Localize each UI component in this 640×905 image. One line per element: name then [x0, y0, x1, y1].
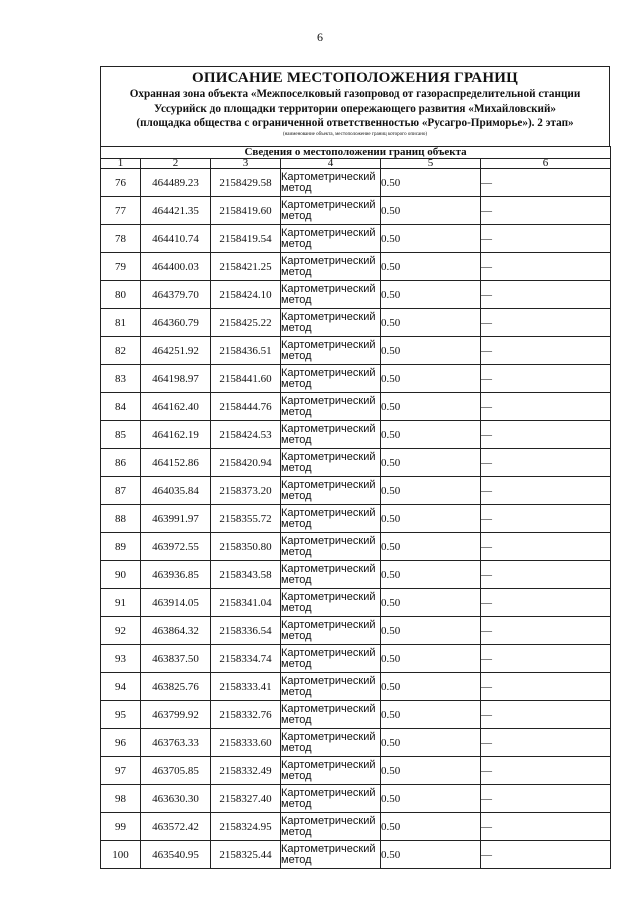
- point-number-cell: 91: [101, 589, 141, 617]
- description-cell: —: [481, 449, 611, 477]
- accuracy-cell: 0.50: [381, 813, 481, 841]
- point-number-cell: 98: [101, 785, 141, 813]
- point-number-cell: 100: [101, 841, 141, 869]
- point-number-cell: 88: [101, 505, 141, 533]
- coordinate-y-cell: 2158332.49: [211, 757, 281, 785]
- table-row: [101, 533, 611, 561]
- method-cell: Картометрический метод: [281, 253, 381, 281]
- coordinate-x-cell: 464251.92: [141, 337, 211, 365]
- coordinate-x-cell: 464379.70: [141, 281, 211, 309]
- description-cell: —: [481, 673, 611, 701]
- table-row: [101, 337, 611, 365]
- accuracy-cell: 0.50: [381, 281, 481, 309]
- object-description-line-3: (площадка общества с ограниченной ответственностью «Русагро-Приморье»). 2 этап»: [136, 117, 574, 129]
- accuracy-cell: 0.50: [381, 589, 481, 617]
- accuracy-cell: 0.50: [381, 561, 481, 589]
- coordinate-y-cell: 2158336.54: [211, 617, 281, 645]
- accuracy-cell: 0.50: [381, 645, 481, 673]
- coordinate-y-cell: 2158350.80: [211, 533, 281, 561]
- column-number-row: [101, 159, 611, 169]
- description-cell: —: [481, 337, 611, 365]
- coordinate-x-cell: 464162.19: [141, 421, 211, 449]
- point-number-cell: 82: [101, 337, 141, 365]
- point-number-cell: 97: [101, 757, 141, 785]
- description-cell: —: [481, 841, 611, 869]
- accuracy-cell: 0.50: [381, 841, 481, 869]
- table-row: [101, 813, 611, 841]
- point-number-cell: 77: [101, 197, 141, 225]
- coordinate-x-cell: 464400.03: [141, 253, 211, 281]
- coordinate-y-cell: 2158355.72: [211, 505, 281, 533]
- table-row: [101, 393, 611, 421]
- coordinate-y-cell: 2158333.60: [211, 729, 281, 757]
- method-cell: Картометрический метод: [281, 813, 381, 841]
- point-number-cell: 78: [101, 225, 141, 253]
- column-number: 5: [381, 159, 481, 169]
- accuracy-cell: 0.50: [381, 337, 481, 365]
- coordinate-x-cell: 463763.33: [141, 729, 211, 757]
- description-cell: —: [481, 813, 611, 841]
- method-cell: Картометрический метод: [281, 281, 381, 309]
- coordinate-x-cell: 463972.55: [141, 533, 211, 561]
- point-number-cell: 84: [101, 393, 141, 421]
- object-caption: (наименование объекта, местоположение границ которого описано): [282, 131, 428, 137]
- description-cell: —: [481, 281, 611, 309]
- coordinate-x-cell: 463572.42: [141, 813, 211, 841]
- method-cell: Картометрический метод: [281, 617, 381, 645]
- coordinate-x-cell: 463936.85: [141, 561, 211, 589]
- coordinate-x-cell: 463825.76: [141, 673, 211, 701]
- coordinate-x-cell: 464162.40: [141, 393, 211, 421]
- table-row: [101, 561, 611, 589]
- coordinate-x-cell: 463540.95: [141, 841, 211, 869]
- accuracy-cell: 0.50: [381, 701, 481, 729]
- point-number-cell: 76: [101, 169, 141, 197]
- point-number-cell: 86: [101, 449, 141, 477]
- method-cell: Картометрический метод: [281, 393, 381, 421]
- description-cell: —: [481, 477, 611, 505]
- accuracy-cell: 0.50: [381, 477, 481, 505]
- description-cell: —: [481, 309, 611, 337]
- point-number-cell: 87: [101, 477, 141, 505]
- coordinate-y-cell: 2158419.54: [211, 225, 281, 253]
- method-cell: Картометрический метод: [281, 729, 381, 757]
- accuracy-cell: 0.50: [381, 785, 481, 813]
- column-number: 1: [101, 159, 141, 169]
- method-cell: Картометрический метод: [281, 561, 381, 589]
- accuracy-cell: 0.50: [381, 533, 481, 561]
- table-row: [101, 505, 611, 533]
- description-cell: —: [481, 533, 611, 561]
- coordinate-x-cell: 464489.23: [141, 169, 211, 197]
- method-cell: Картометрический метод: [281, 841, 381, 869]
- table-row: [101, 421, 611, 449]
- table-row: [101, 757, 611, 785]
- coordinate-x-cell: 463630.30: [141, 785, 211, 813]
- coordinate-y-cell: 2158424.10: [211, 281, 281, 309]
- method-cell: Картометрический метод: [281, 337, 381, 365]
- table-row: [101, 477, 611, 505]
- table-row: [101, 841, 611, 869]
- coordinate-x-cell: 463864.32: [141, 617, 211, 645]
- table-row: [101, 589, 611, 617]
- method-cell: Картометрический метод: [281, 505, 381, 533]
- table-row: [101, 365, 611, 393]
- coordinate-x-cell: 463705.85: [141, 757, 211, 785]
- description-cell: —: [481, 757, 611, 785]
- coordinate-x-cell: 463914.05: [141, 589, 211, 617]
- method-cell: Картометрический метод: [281, 309, 381, 337]
- point-number-cell: 83: [101, 365, 141, 393]
- description-cell: —: [481, 617, 611, 645]
- point-number-cell: 96: [101, 729, 141, 757]
- accuracy-cell: 0.50: [381, 757, 481, 785]
- method-cell: Картометрический метод: [281, 421, 381, 449]
- accuracy-cell: 0.50: [381, 617, 481, 645]
- coordinate-x-cell: 464035.84: [141, 477, 211, 505]
- coordinate-y-cell: 2158327.40: [211, 785, 281, 813]
- object-description-line-2: Уссурийск до площадки территории опережающего развития «Михайловский»: [153, 102, 557, 115]
- point-number-cell: 92: [101, 617, 141, 645]
- method-cell: Картометрический метод: [281, 785, 381, 813]
- coordinate-y-cell: 2158444.76: [211, 393, 281, 421]
- document-header: [100, 66, 610, 146]
- method-cell: Картометрический метод: [281, 533, 381, 561]
- coordinate-y-cell: 2158429.58: [211, 169, 281, 197]
- point-number-cell: 79: [101, 253, 141, 281]
- accuracy-cell: 0.50: [381, 197, 481, 225]
- object-description-line-1: Охранная зона объекта «Межпоселковый газопровод от газораспределительной станции: [129, 88, 581, 100]
- accuracy-cell: 0.50: [381, 169, 481, 197]
- coordinate-x-cell: 464421.35: [141, 197, 211, 225]
- method-cell: Картометрический метод: [281, 225, 381, 253]
- table-row: [101, 225, 611, 253]
- method-cell: Картометрический метод: [281, 701, 381, 729]
- table-row: [101, 673, 611, 701]
- method-cell: Картометрический метод: [281, 169, 381, 197]
- column-number: 4: [281, 159, 381, 169]
- accuracy-cell: 0.50: [381, 225, 481, 253]
- table-row: [101, 617, 611, 645]
- coordinate-x-cell: 464152.86: [141, 449, 211, 477]
- point-number-cell: 95: [101, 701, 141, 729]
- method-cell: Картометрический метод: [281, 645, 381, 673]
- coordinate-x-cell: 463991.97: [141, 505, 211, 533]
- coordinate-y-cell: 2158441.60: [211, 365, 281, 393]
- document-title: ОПИСАНИЕ МЕСТОПОЛОЖЕНИЯ ГРАНИЦ: [192, 70, 518, 86]
- point-number-cell: 81: [101, 309, 141, 337]
- coordinate-y-cell: 2158420.94: [211, 449, 281, 477]
- method-cell: Картометрический метод: [281, 757, 381, 785]
- table-row: [101, 169, 611, 197]
- coordinate-y-cell: 2158373.20: [211, 477, 281, 505]
- coordinate-y-cell: 2158436.51: [211, 337, 281, 365]
- description-cell: —: [481, 421, 611, 449]
- accuracy-cell: 0.50: [381, 309, 481, 337]
- page-number: 6: [317, 30, 323, 44]
- description-cell: —: [481, 645, 611, 673]
- section-title: Сведения о местоположении границ объекта: [101, 147, 611, 159]
- method-cell: Картометрический метод: [281, 197, 381, 225]
- point-number-cell: 93: [101, 645, 141, 673]
- accuracy-cell: 0.50: [381, 729, 481, 757]
- coordinate-y-cell: 2158333.41: [211, 673, 281, 701]
- accuracy-cell: 0.50: [381, 673, 481, 701]
- description-cell: —: [481, 589, 611, 617]
- description-cell: —: [481, 561, 611, 589]
- accuracy-cell: 0.50: [381, 253, 481, 281]
- accuracy-cell: 0.50: [381, 365, 481, 393]
- description-cell: —: [481, 701, 611, 729]
- table-row: [101, 729, 611, 757]
- table-row: [101, 253, 611, 281]
- coordinate-y-cell: 2158325.44: [211, 841, 281, 869]
- coordinate-y-cell: 2158332.76: [211, 701, 281, 729]
- description-cell: —: [481, 785, 611, 813]
- method-cell: Картометрический метод: [281, 449, 381, 477]
- description-cell: —: [481, 393, 611, 421]
- coordinate-y-cell: 2158425.22: [211, 309, 281, 337]
- table-row: [101, 197, 611, 225]
- coordinate-x-cell: 464198.97: [141, 365, 211, 393]
- method-cell: Картометрический метод: [281, 589, 381, 617]
- description-cell: —: [481, 365, 611, 393]
- boundary-table: [100, 146, 611, 869]
- table-row: [101, 701, 611, 729]
- coordinate-y-cell: 2158324.95: [211, 813, 281, 841]
- point-number-cell: 90: [101, 561, 141, 589]
- method-cell: Картометрический метод: [281, 365, 381, 393]
- coordinate-x-cell: 463837.50: [141, 645, 211, 673]
- coordinate-y-cell: 2158341.04: [211, 589, 281, 617]
- coordinate-y-cell: 2158421.25: [211, 253, 281, 281]
- method-cell: Картометрический метод: [281, 477, 381, 505]
- column-number: 3: [211, 159, 281, 169]
- point-number-cell: 85: [101, 421, 141, 449]
- description-cell: —: [481, 225, 611, 253]
- description-cell: —: [481, 253, 611, 281]
- coordinate-y-cell: 2158424.53: [211, 421, 281, 449]
- column-number: 2: [141, 159, 211, 169]
- coordinate-x-cell: 463799.92: [141, 701, 211, 729]
- point-number-cell: 99: [101, 813, 141, 841]
- coordinate-y-cell: 2158334.74: [211, 645, 281, 673]
- coordinate-y-cell: 2158419.60: [211, 197, 281, 225]
- accuracy-cell: 0.50: [381, 449, 481, 477]
- point-number-cell: 80: [101, 281, 141, 309]
- table-row: [101, 281, 611, 309]
- point-number-cell: 94: [101, 673, 141, 701]
- table-row: [101, 309, 611, 337]
- accuracy-cell: 0.50: [381, 393, 481, 421]
- description-cell: —: [481, 729, 611, 757]
- accuracy-cell: 0.50: [381, 421, 481, 449]
- table-row: [101, 645, 611, 673]
- method-cell: Картометрический метод: [281, 673, 381, 701]
- column-number: 6: [481, 159, 611, 169]
- description-cell: —: [481, 197, 611, 225]
- accuracy-cell: 0.50: [381, 505, 481, 533]
- coordinate-y-cell: 2158343.58: [211, 561, 281, 589]
- point-number-cell: 89: [101, 533, 141, 561]
- table-row: [101, 785, 611, 813]
- description-cell: —: [481, 169, 611, 197]
- description-cell: —: [481, 505, 611, 533]
- coordinate-x-cell: 464410.74: [141, 225, 211, 253]
- table-row: [101, 449, 611, 477]
- coordinate-x-cell: 464360.79: [141, 309, 211, 337]
